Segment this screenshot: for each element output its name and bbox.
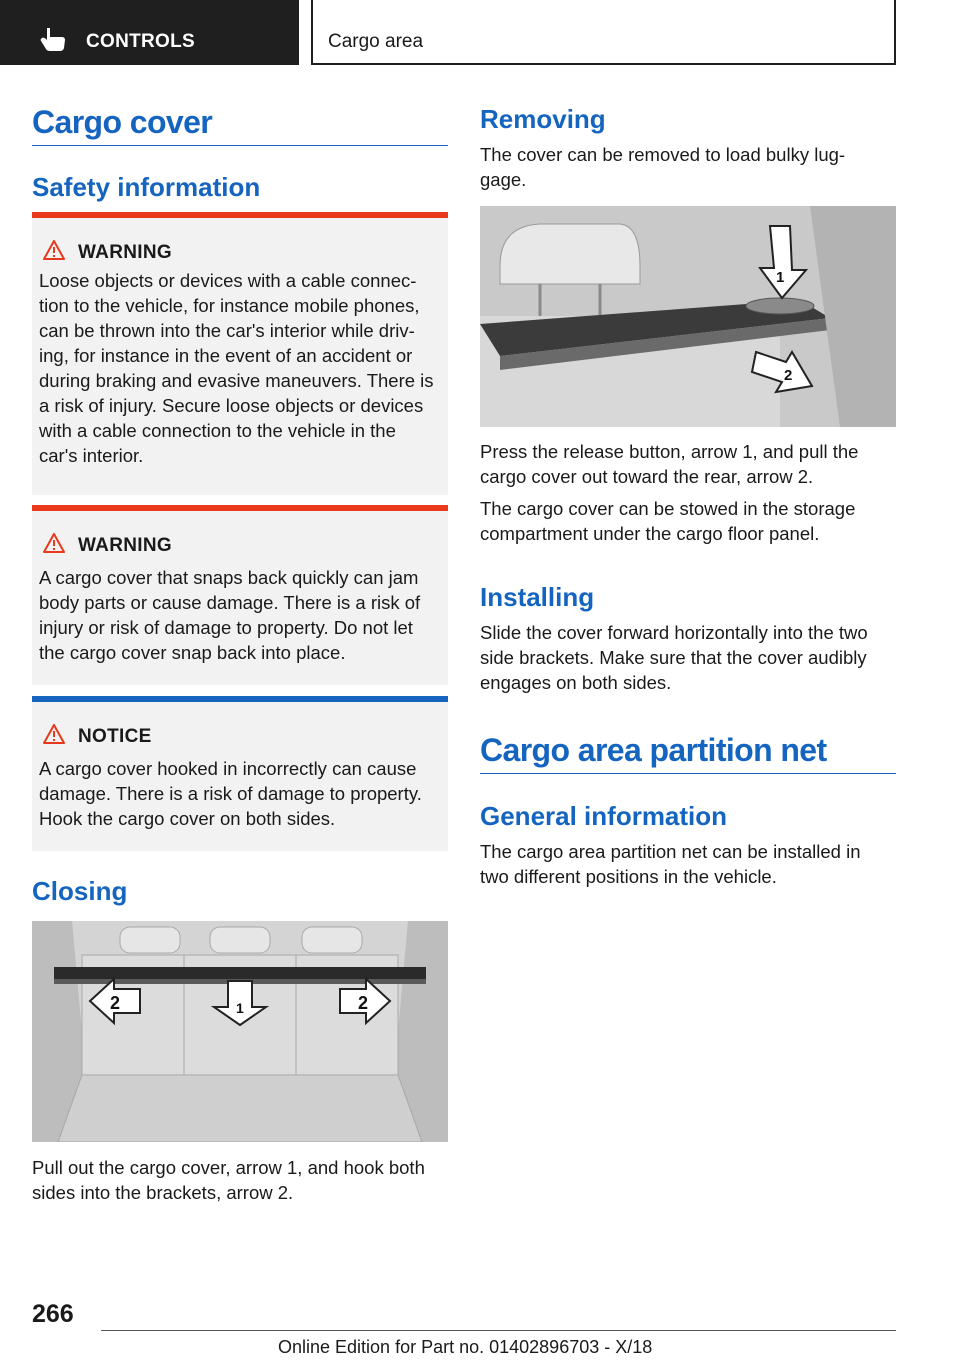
installing-text: Slide the cover forward horizontally into the two side brackets. Make sure that the cover audibly engages on both sides. (480, 622, 868, 693)
warning-box-snap-back (32, 505, 448, 685)
notice-box-hook-cover (32, 696, 448, 851)
title-rule (32, 145, 448, 146)
general-text: The cargo area partition net can be installed in two different positions in the vehicle. (480, 841, 861, 887)
edition-text: Online Edition for Part no. 01402896703 - X/18 (278, 1337, 653, 1357)
warning-text: A cargo cover that snaps back quickly can jam body parts or cause damage. There is a risk of injury or risk of damage to property. Do not let the cargo cover snap back into place. (39, 567, 421, 663)
notice-title: NOTICE (78, 726, 152, 747)
breadcrumb-label: Cargo area (328, 31, 424, 52)
partition-rule (480, 773, 896, 774)
partition-title: Cargo area partition net (480, 732, 827, 768)
installing-heading: Installing (480, 582, 595, 612)
warning-text: Loose objects or devices with a cable connec- tion to the vehicle, for instance mobile phones, can be thrown into the car's interior while driv- ing, for instance in the event of an accident or during braking and evasive maneuvers. There is a risk of injury. Secure loose objects or devices with a cable connection to the vehicle in the car's interior. (39, 270, 434, 466)
removing-text-2: The cargo cover can be stowed in the storage compartment under the cargo floor panel. (480, 498, 856, 544)
closing-text: Pull out the cargo cover, arrow 1, and hook both sides into the brackets, arrow 2. (32, 1157, 425, 1203)
warning-title: WARNING (78, 242, 172, 263)
warning-bar (32, 505, 448, 511)
removing-arrow-label-1: 1 (776, 269, 785, 286)
warning-box-loose-objects (32, 212, 448, 495)
warning-triangle-icon (43, 533, 65, 553)
removing-text-1: Press the release button, arrow 1, and pull the cargo cover out toward the rear, arrow 2. (480, 441, 859, 487)
closing-arrow-label-2-left: 2 (110, 993, 121, 1013)
warning-triangle-icon (43, 724, 65, 744)
warning-triangle-icon (43, 240, 65, 260)
warning-bar (32, 212, 448, 218)
removing-intro: The cover can be removed to load bulky lug- gage. (480, 144, 846, 190)
closing-arrow-label-1: 1 (236, 1000, 244, 1016)
closing-arrow-label-2-right: 2 (358, 993, 369, 1013)
closing-heading: Closing (32, 876, 128, 906)
safety-heading: Safety information (32, 172, 261, 202)
warning-title: WARNING (78, 535, 172, 556)
page-title: Cargo cover (32, 104, 213, 140)
removing-illustration (480, 206, 896, 427)
notice-text: A cargo cover hooked in incorrectly can cause damage. There is a risk of damage to property. Hook the cargo cover on both sides. (39, 758, 422, 829)
removing-heading: Removing (480, 104, 606, 134)
closing-illustration (32, 921, 448, 1142)
section-label: CONTROLS (86, 31, 196, 52)
page-number: 266 (32, 1300, 74, 1328)
pointing-hand-icon (38, 26, 66, 52)
section-tab (0, 0, 299, 65)
breadcrumb (311, 0, 896, 65)
general-heading: General information (480, 801, 728, 831)
removing-arrow-label-2: 2 (784, 367, 793, 384)
footer-rule (101, 1330, 896, 1331)
notice-bar (32, 696, 448, 702)
